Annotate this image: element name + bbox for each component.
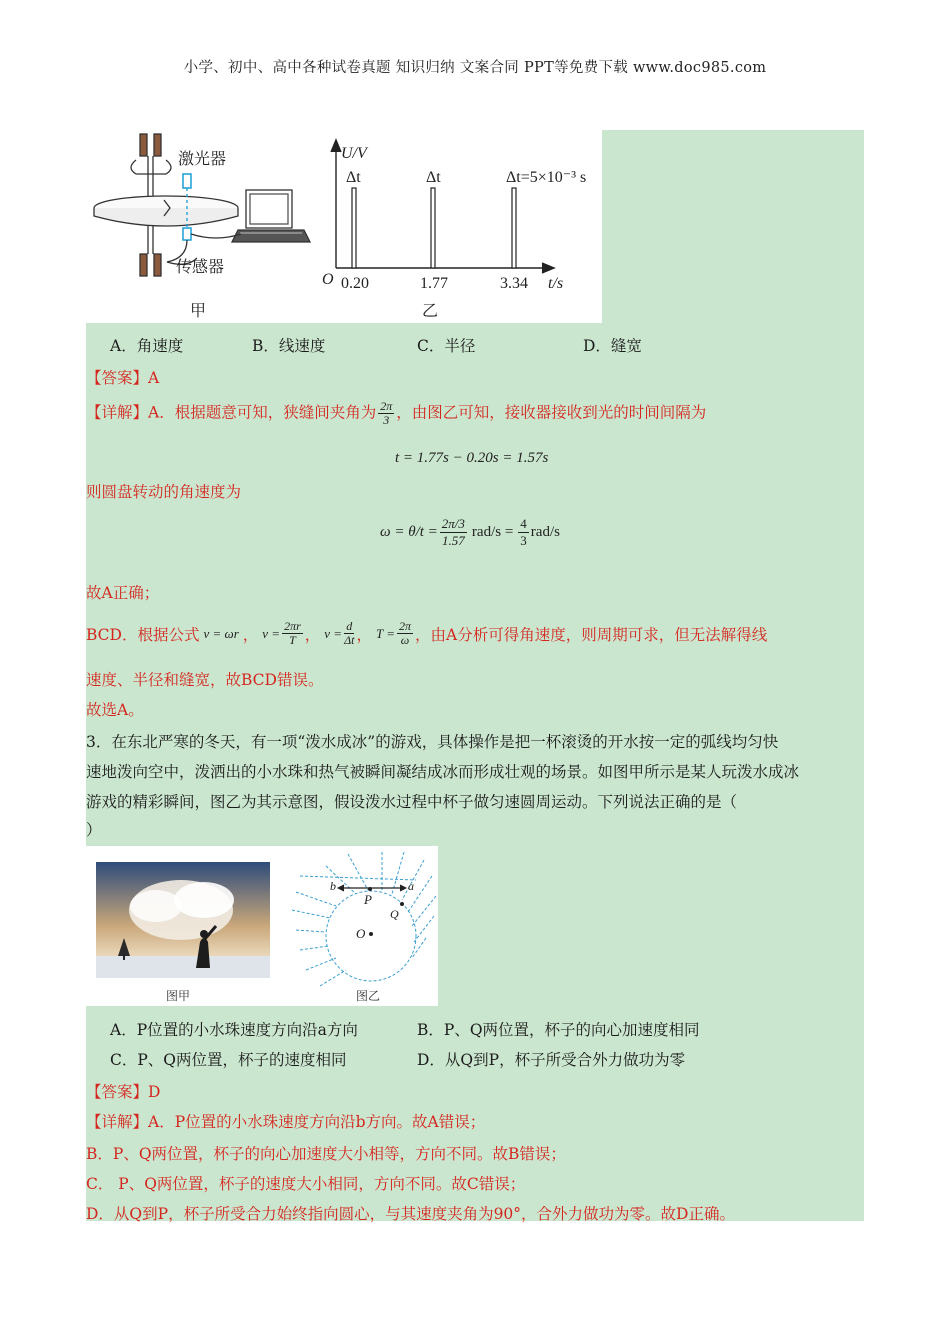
q3-answer-tag: 【答案】: [86, 1083, 149, 1101]
q3-detail-4: D．从Q到P，杯子所受合力始终指向圆心，与其速度夹角为90°，合外力做功为零。故D正确。: [86, 1205, 735, 1223]
angle-fraction: [378, 400, 394, 427]
formula-4-num: 2π: [399, 619, 412, 633]
detail-text-b: ，由图乙可知，接收器接收到光的时间间隔为: [396, 403, 707, 422]
equation-omega: [380, 516, 560, 549]
detail-text: A．根据题意可知，狭缝间夹角为: [148, 403, 377, 422]
equation-t: t = 1.77s − 0.20s = 1.57s: [395, 450, 549, 466]
omega-unit-final: rad/s: [530, 524, 560, 540]
pulse-label-2: Δt: [426, 169, 441, 186]
bcd-line: BCD．根据公式 v = ωr ， v = $\frac{2\pi r}{T}$ ， v = $\frac{d}{\Delta t}$ ， T = $\frac{2\pi}{\omega}$ ，由A分析可得角速度，则周期可求，但无法解得线: [86, 619, 768, 647]
final-answer: 故选A。: [86, 701, 144, 719]
formula-v-omega-r: v = ωr: [203, 625, 239, 641]
figure-yi-caption: 乙: [422, 303, 439, 320]
formula-2-fraction: [282, 620, 303, 647]
sensor-label: 传感器: [176, 259, 225, 276]
q2-detail-line1: [86, 400, 706, 427]
q3-detail-a: A．P位置的小水珠速度方向沿b方向。故A错误；: [148, 1113, 486, 1131]
omega-denominator: 1.57: [441, 533, 465, 548]
pulse-bar-1: [352, 188, 356, 268]
q3-stem-4: ）: [86, 821, 102, 839]
q3-stem-3: 游戏的精彩瞬间，图乙为其示意图，假设泼水过程中杯子做匀速圆周运动。下列说法正确的是（: [86, 793, 738, 811]
formula-3-num: d: [346, 619, 353, 633]
answer-tag: 【答案】: [86, 369, 149, 387]
omega-result-numerator: 4: [520, 516, 527, 531]
y-axis-label: U/V: [341, 145, 367, 162]
omega-left: ω = θ/t =: [380, 524, 438, 540]
q3-answer-value: D: [148, 1083, 161, 1101]
point-q-label: Q: [390, 907, 399, 921]
pulse-label-3: Δt=5×10⁻³ s: [506, 169, 587, 186]
omega-fraction: [440, 516, 467, 549]
formula-2-den: T: [289, 633, 296, 647]
q3-stem-1: 3．在东北严寒的冬天，有一项“泼水成冰”的游戏，具体操作是把一杯滚烫的开水按一定的弧线均匀快: [86, 733, 779, 751]
omega-numerator: 2π/3: [441, 516, 465, 531]
bcd-text-b: ，由A分析可得角速度，则周期可求，但无法解得线: [415, 625, 768, 644]
laser-label: 激光器: [178, 151, 227, 168]
q3-option-c: C．P、Q两位置，杯子的速度相同: [110, 1051, 347, 1069]
figure-jia-caption-2: 图甲: [166, 989, 191, 1003]
option-a: A．角速度: [110, 337, 184, 355]
point-o-label: O: [356, 926, 366, 941]
q3-answer: [86, 1080, 160, 1102]
a-correct: 故A正确；: [86, 584, 160, 602]
q3-option-a: A．P位置的小水珠速度方向沿a方向: [110, 1021, 358, 1039]
x-axis-label: t/s: [548, 275, 564, 292]
omega-result-fraction: [518, 516, 529, 549]
figure-2-drawing: [86, 846, 438, 1006]
q3-option-b: B．P、Q两位置，杯子的向心加速度相同: [417, 1021, 700, 1039]
formula-2-left: v =: [262, 625, 281, 641]
point-p-label: P: [364, 892, 372, 907]
option-d: D．缝宽: [583, 337, 642, 355]
formula-2-num: 2πr: [284, 619, 301, 633]
figure-yi-caption-2: 图乙: [356, 989, 381, 1003]
q2-answer: [86, 366, 159, 388]
q3-detail-2: B．P、Q两位置，杯子的向心加速度大小相等，方向不同。故B错误；: [86, 1145, 566, 1163]
fraction-denominator: 3: [383, 413, 390, 427]
formula-3-fraction: [344, 620, 354, 647]
pulse-label-1: Δt: [346, 169, 361, 186]
omega-unit: rad/s =: [471, 524, 514, 540]
bcd-text: BCD．根据公式: [86, 625, 200, 644]
answer-value: A: [148, 369, 160, 387]
page-header: 小学、初中、高中各种试卷真题 知识归纳 文案合同 PPT等免费下载 www.doc985.com: [183, 60, 767, 76]
q3-option-d: D．从Q到P，杯子所受合外力做功为零: [417, 1051, 686, 1069]
formula-4-den: ω: [400, 633, 410, 647]
formula-3-left: v =: [324, 625, 343, 641]
figure-jia-caption: 甲: [190, 303, 207, 320]
tick-label-2: 1.77: [420, 275, 448, 292]
omega-result-denominator: 3: [520, 533, 527, 548]
q3-detail-1: [86, 1110, 485, 1132]
option-c: C．半径: [417, 337, 476, 355]
omega-intro: 则圆盘转动的角速度为: [86, 483, 242, 501]
fraction-numerator: 2π: [380, 399, 393, 413]
pulse-bar-2: [431, 188, 435, 268]
photo-splash: [96, 862, 270, 978]
q3-detail-tag: 【详解】: [86, 1113, 149, 1131]
formula-4-fraction: [397, 620, 413, 647]
q3-stem-2: 速地泼向空中，泼洒出的小水珠和热气被瞬间凝结成冰而形成壮观的场景。如图甲所示是某人玩泼水成冰: [86, 763, 800, 781]
pulse-bar-3: [512, 188, 516, 268]
tick-label-1: 0.20: [341, 275, 369, 292]
formula-3-den: Δt: [344, 633, 355, 647]
option-b: B．线速度: [252, 337, 326, 355]
point-b-label: b: [330, 879, 336, 893]
tick-label-3: 3.34: [500, 275, 528, 292]
detail-tag: 【详解】: [86, 403, 149, 422]
figure-2: [86, 846, 438, 1006]
point-a-label: a: [408, 879, 414, 893]
figure-1: [86, 130, 602, 323]
circle-diagram: [292, 852, 436, 986]
q3-detail-3: C． P、Q两位置，杯子的速度大小相同，方向不同。故C错误；: [86, 1175, 526, 1193]
bcd-line-2: 速度、半径和缝宽，故BCD错误。: [86, 671, 324, 689]
formula-4-left: T =: [375, 625, 395, 641]
origin-label: O: [322, 271, 334, 288]
figure-1-drawing: [86, 130, 602, 323]
